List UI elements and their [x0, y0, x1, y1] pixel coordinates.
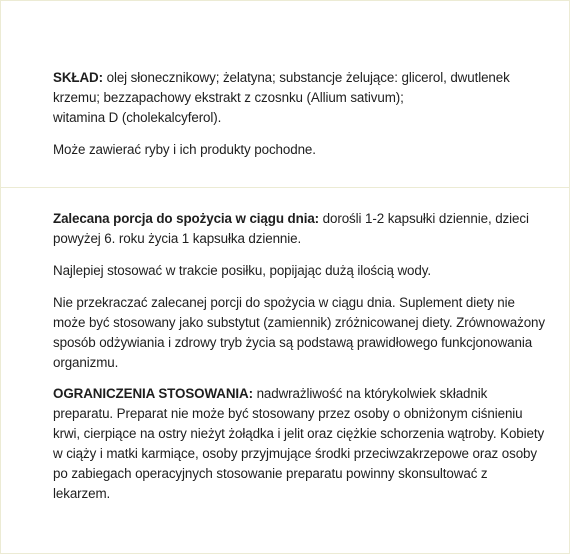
composition-text: olej słonecznikowy; żelatyna; substancje żelujące: glicerol, dwutlenek krzemu; bezzapachowy ekstrakt z czosnku (Allium sativum); [53, 70, 510, 105]
allergen-note: Może zawierać ryby i ich produkty pochodne. [53, 142, 316, 157]
contraindications-paragraph [53, 384, 545, 504]
usage-note: Najlepiej stosować w trakcie posiłku, popijając dużą ilością wody. [53, 263, 431, 278]
dosage-label: Zalecana porcja do spożycia w ciągu dnia: [53, 211, 320, 226]
warning-paragraph: Nie przekraczać zalecanej porcji do spożycia w ciągu dnia. Suplement diety nie może być stosowany jako substytut (zamiennik) zróżnicowanej diety. Zrównoważony sposób odżywiania i zdrowy tryb życia są podstawą prawidłowego funkcjonowania organizmu. [53, 295, 545, 370]
dosage-text: dorośli 1-2 kapsułki dziennie, dzieci powyżej 6. roku życia 1 kapsułka dziennie. [53, 211, 529, 246]
dosage-paragraph [53, 209, 545, 249]
composition-label: SKŁAD: [53, 70, 103, 85]
composition-panel [1, 1, 569, 188]
contraindications-text: nadwrażliwość na którykolwiek składnik preparatu. Preparat nie może być stosowany przez osoby o obniżonym ciśnieniu krwi, cierpiące na ostry nieżyt żołądka i jelit oraz ciężkie schorzenia wątroby. Kobiety w ciąży i matki karmiące, osoby przyjmujące środki przeciwzakrzepowe oraz osoby po zabiegach operacyjnych stosowanie preparatu powinny skonsultować z lekarzem. [53, 386, 545, 501]
contraindications-label: OGRANICZENIA STOSOWANIA: [53, 386, 253, 401]
composition-paragraph [53, 68, 545, 128]
usage-panel [1, 188, 569, 553]
composition-text-line3: witamina D (cholekalcyferol). [53, 110, 222, 125]
